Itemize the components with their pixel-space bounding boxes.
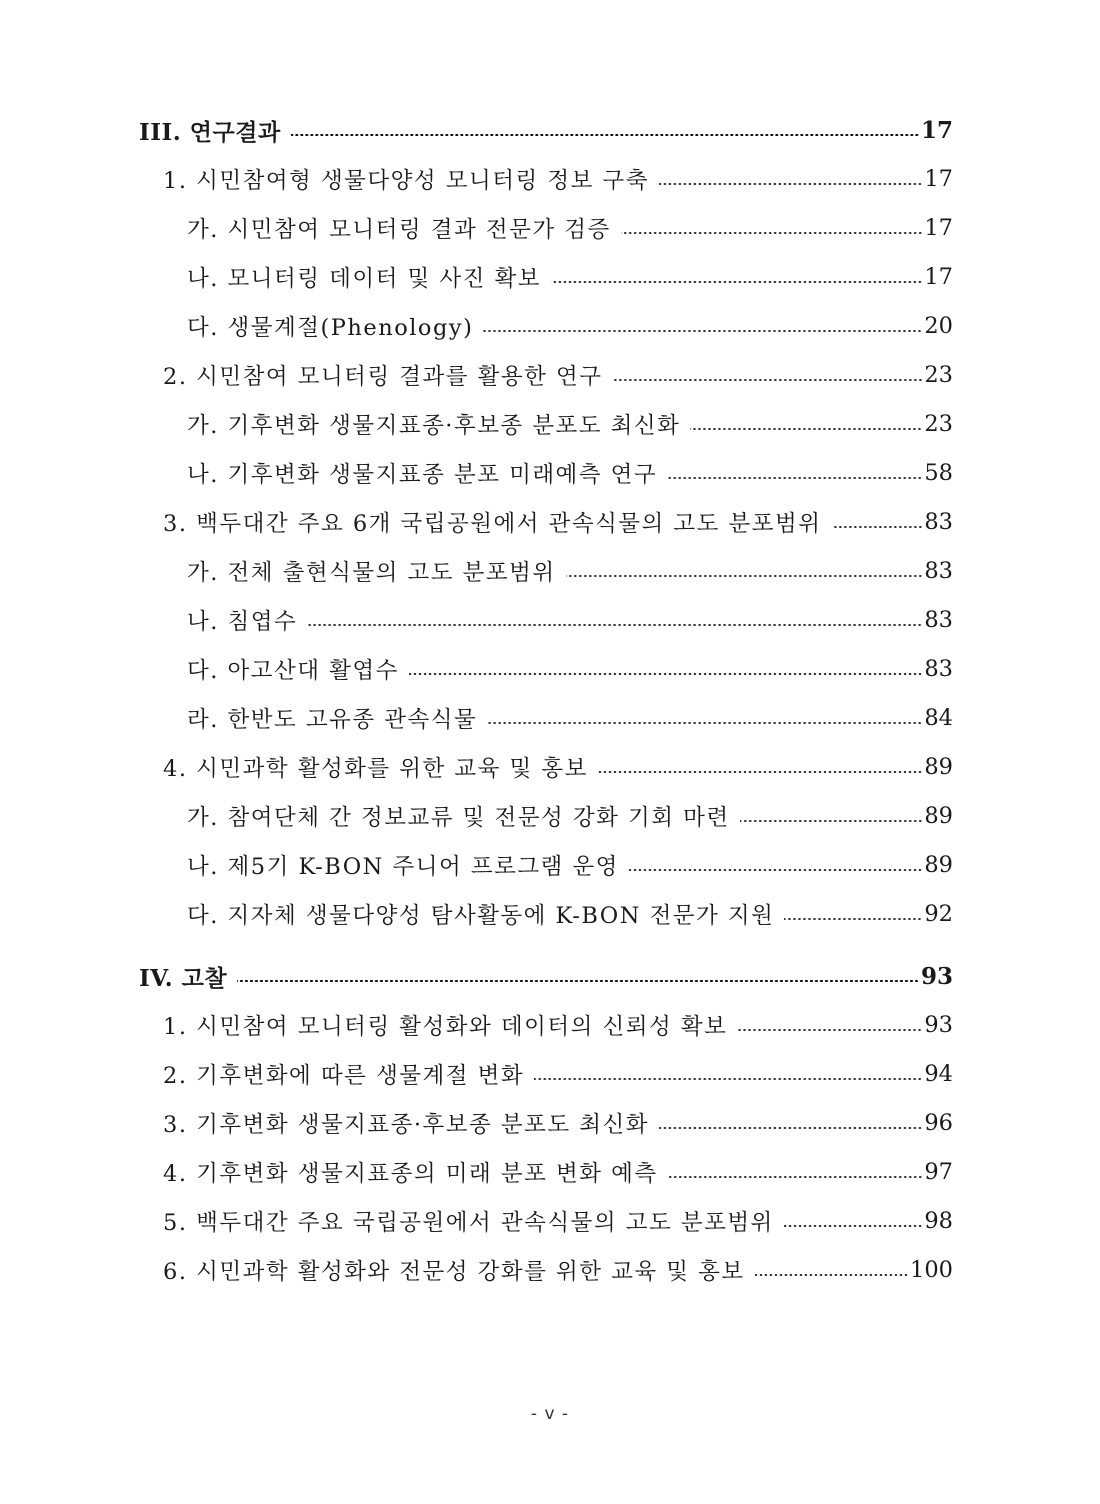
- toc-entry-title: 다. 지자체 생물다양성 탐사활동에 K-BON 전문가 지원: [187, 903, 775, 929]
- toc-entry-page-number: 97: [924, 1159, 953, 1185]
- toc-entry-title: 가. 참여단체 간 정보교류 및 전문성 강화 기회 마련: [187, 805, 730, 831]
- toc-entry: [0, 1152, 953, 1192]
- toc-entry-title: 3. 백두대간 주요 6개 국립공원에서 관속식물의 고도 분포범위: [163, 511, 822, 537]
- toc-entry-title: III. 연구결과: [139, 118, 281, 146]
- toc-entry-page-number: 83: [924, 656, 953, 682]
- dot-leader: [659, 1127, 922, 1129]
- dot-leader: [737, 1029, 922, 1031]
- toc-entry-title: 가. 전체 출현식물의 고도 분포범위: [187, 560, 556, 586]
- toc-entry-page-number: 93: [924, 1012, 953, 1038]
- dot-leader: [832, 526, 923, 528]
- dot-leader: [668, 1176, 923, 1178]
- dot-leader: [690, 428, 922, 430]
- dot-leader: [566, 575, 923, 577]
- toc-entry-title: 5. 백두대간 주요 국립공원에서 관속식물의 고도 분포범위: [163, 1210, 774, 1236]
- toc-entry: [0, 600, 953, 640]
- toc-entry: [0, 845, 953, 885]
- toc-entry-page-number: 17: [924, 166, 953, 192]
- toc-entry-title: 1. 시민참여형 생물다양성 모니터링 정보 구축: [163, 168, 649, 194]
- dot-leader: [237, 980, 919, 982]
- toc-entry: [0, 159, 953, 199]
- toc-entry-page-number: 98: [924, 1208, 953, 1234]
- toc-entry: [0, 257, 953, 297]
- toc-entry-page-number: 100: [910, 1257, 953, 1283]
- dot-leader: [659, 183, 922, 185]
- toc-entry-page-number: 84: [924, 705, 953, 731]
- toc-entry: [0, 306, 953, 346]
- toc-entry: [0, 453, 953, 493]
- toc-entry: [0, 551, 953, 591]
- dot-leader: [483, 330, 922, 332]
- toc-entry-page-number: 83: [924, 607, 953, 633]
- dot-leader: [755, 1274, 908, 1276]
- toc-entry-title: 나. 모니터링 데이터 및 사진 확보: [187, 266, 541, 292]
- toc-entry-page-number: 93: [920, 962, 953, 990]
- toc-entry: [0, 1250, 953, 1290]
- toc-section-heading: [0, 110, 953, 150]
- dot-leader: [621, 232, 923, 234]
- toc-entry: [0, 404, 953, 444]
- toc-entry: [0, 355, 953, 395]
- toc-entry-title: 가. 기후변화 생물지표종·후보종 분포도 최신화: [187, 413, 681, 439]
- dot-leader: [740, 820, 923, 822]
- toc-entry: [0, 1201, 953, 1241]
- toc-entry-page-number: 20: [924, 313, 953, 339]
- toc-entry: [0, 796, 953, 836]
- toc-entry: [0, 502, 953, 542]
- dot-leader: [784, 1225, 923, 1227]
- toc-entry: [0, 1103, 953, 1143]
- dot-leader: [307, 624, 922, 626]
- toc-entry: [0, 208, 953, 248]
- toc-entry-page-number: 92: [924, 901, 953, 927]
- dot-leader: [291, 134, 919, 136]
- dot-leader: [534, 1078, 922, 1080]
- toc-entry: [0, 698, 953, 738]
- toc-entry-title: 4. 시민과학 활성화를 위한 교육 및 홍보: [163, 756, 588, 782]
- toc-entry-title: 2. 기후변화에 따른 생물계절 변화: [163, 1063, 525, 1089]
- dot-leader: [598, 771, 922, 773]
- toc-entry: [0, 1005, 953, 1045]
- toc-entry-page-number: 89: [924, 803, 953, 829]
- toc-entry-title: 3. 기후변화 생물지표종·후보종 분포도 최신화: [163, 1112, 649, 1138]
- toc-entry-page-number: 17: [924, 264, 953, 290]
- dot-leader: [409, 673, 923, 675]
- toc-entry-title: 1. 시민참여 모니터링 활성화와 데이터의 신뢰성 확보: [163, 1014, 728, 1040]
- toc-entry: [0, 649, 953, 689]
- toc-entry: [0, 894, 953, 934]
- toc-entry-page-number: 17: [924, 215, 953, 241]
- toc-entry-page-number: 58: [924, 460, 953, 486]
- toc-entry-page-number: 83: [924, 558, 953, 584]
- page-number: - v -: [530, 1404, 570, 1424]
- toc-entry-page-number: 17: [920, 116, 953, 144]
- toc-entry-title: 6. 시민과학 활성화와 전문성 강화를 위한 교육 및 홍보: [163, 1259, 745, 1285]
- toc-entry-page-number: 23: [924, 411, 953, 437]
- toc-entry-title: IV. 고찰: [139, 964, 228, 992]
- dot-leader: [629, 869, 922, 871]
- dot-leader: [613, 379, 923, 381]
- toc-entry-title: 나. 제5기 K-BON 주니어 프로그램 운영: [187, 854, 619, 880]
- toc-entry-title: 다. 생물계절(Phenology): [187, 315, 474, 341]
- toc-entry-title: 나. 침엽수: [187, 609, 298, 635]
- toc-entry-page-number: 89: [924, 754, 953, 780]
- toc-entry-page-number: 94: [924, 1061, 953, 1087]
- toc-entry-page-number: 83: [924, 509, 953, 535]
- toc-entry: [0, 1054, 953, 1094]
- toc-entry-title: 나. 기후변화 생물지표종 분포 미래예측 연구: [187, 462, 658, 488]
- toc-entry-page-number: 23: [924, 362, 953, 388]
- toc-section-heading: [0, 956, 953, 996]
- toc-entry: [0, 747, 953, 787]
- toc-entry-title: 가. 시민참여 모니터링 결과 전문가 검증: [187, 217, 611, 243]
- toc-entry-title: 2. 시민참여 모니터링 결과를 활용한 연구: [163, 364, 603, 390]
- dot-leader: [487, 722, 922, 724]
- dot-leader: [784, 918, 922, 920]
- toc-entry-page-number: 96: [924, 1110, 953, 1136]
- toc-entry-title: 다. 아고산대 활엽수: [187, 658, 399, 684]
- dot-leader: [551, 281, 922, 283]
- toc-entry-page-number: 89: [924, 852, 953, 878]
- toc-entry-title: 4. 기후변화 생물지표종의 미래 분포 변화 예측: [163, 1161, 658, 1187]
- toc-entry-title: 라. 한반도 고유종 관속식물: [187, 707, 478, 733]
- dot-leader: [667, 477, 922, 479]
